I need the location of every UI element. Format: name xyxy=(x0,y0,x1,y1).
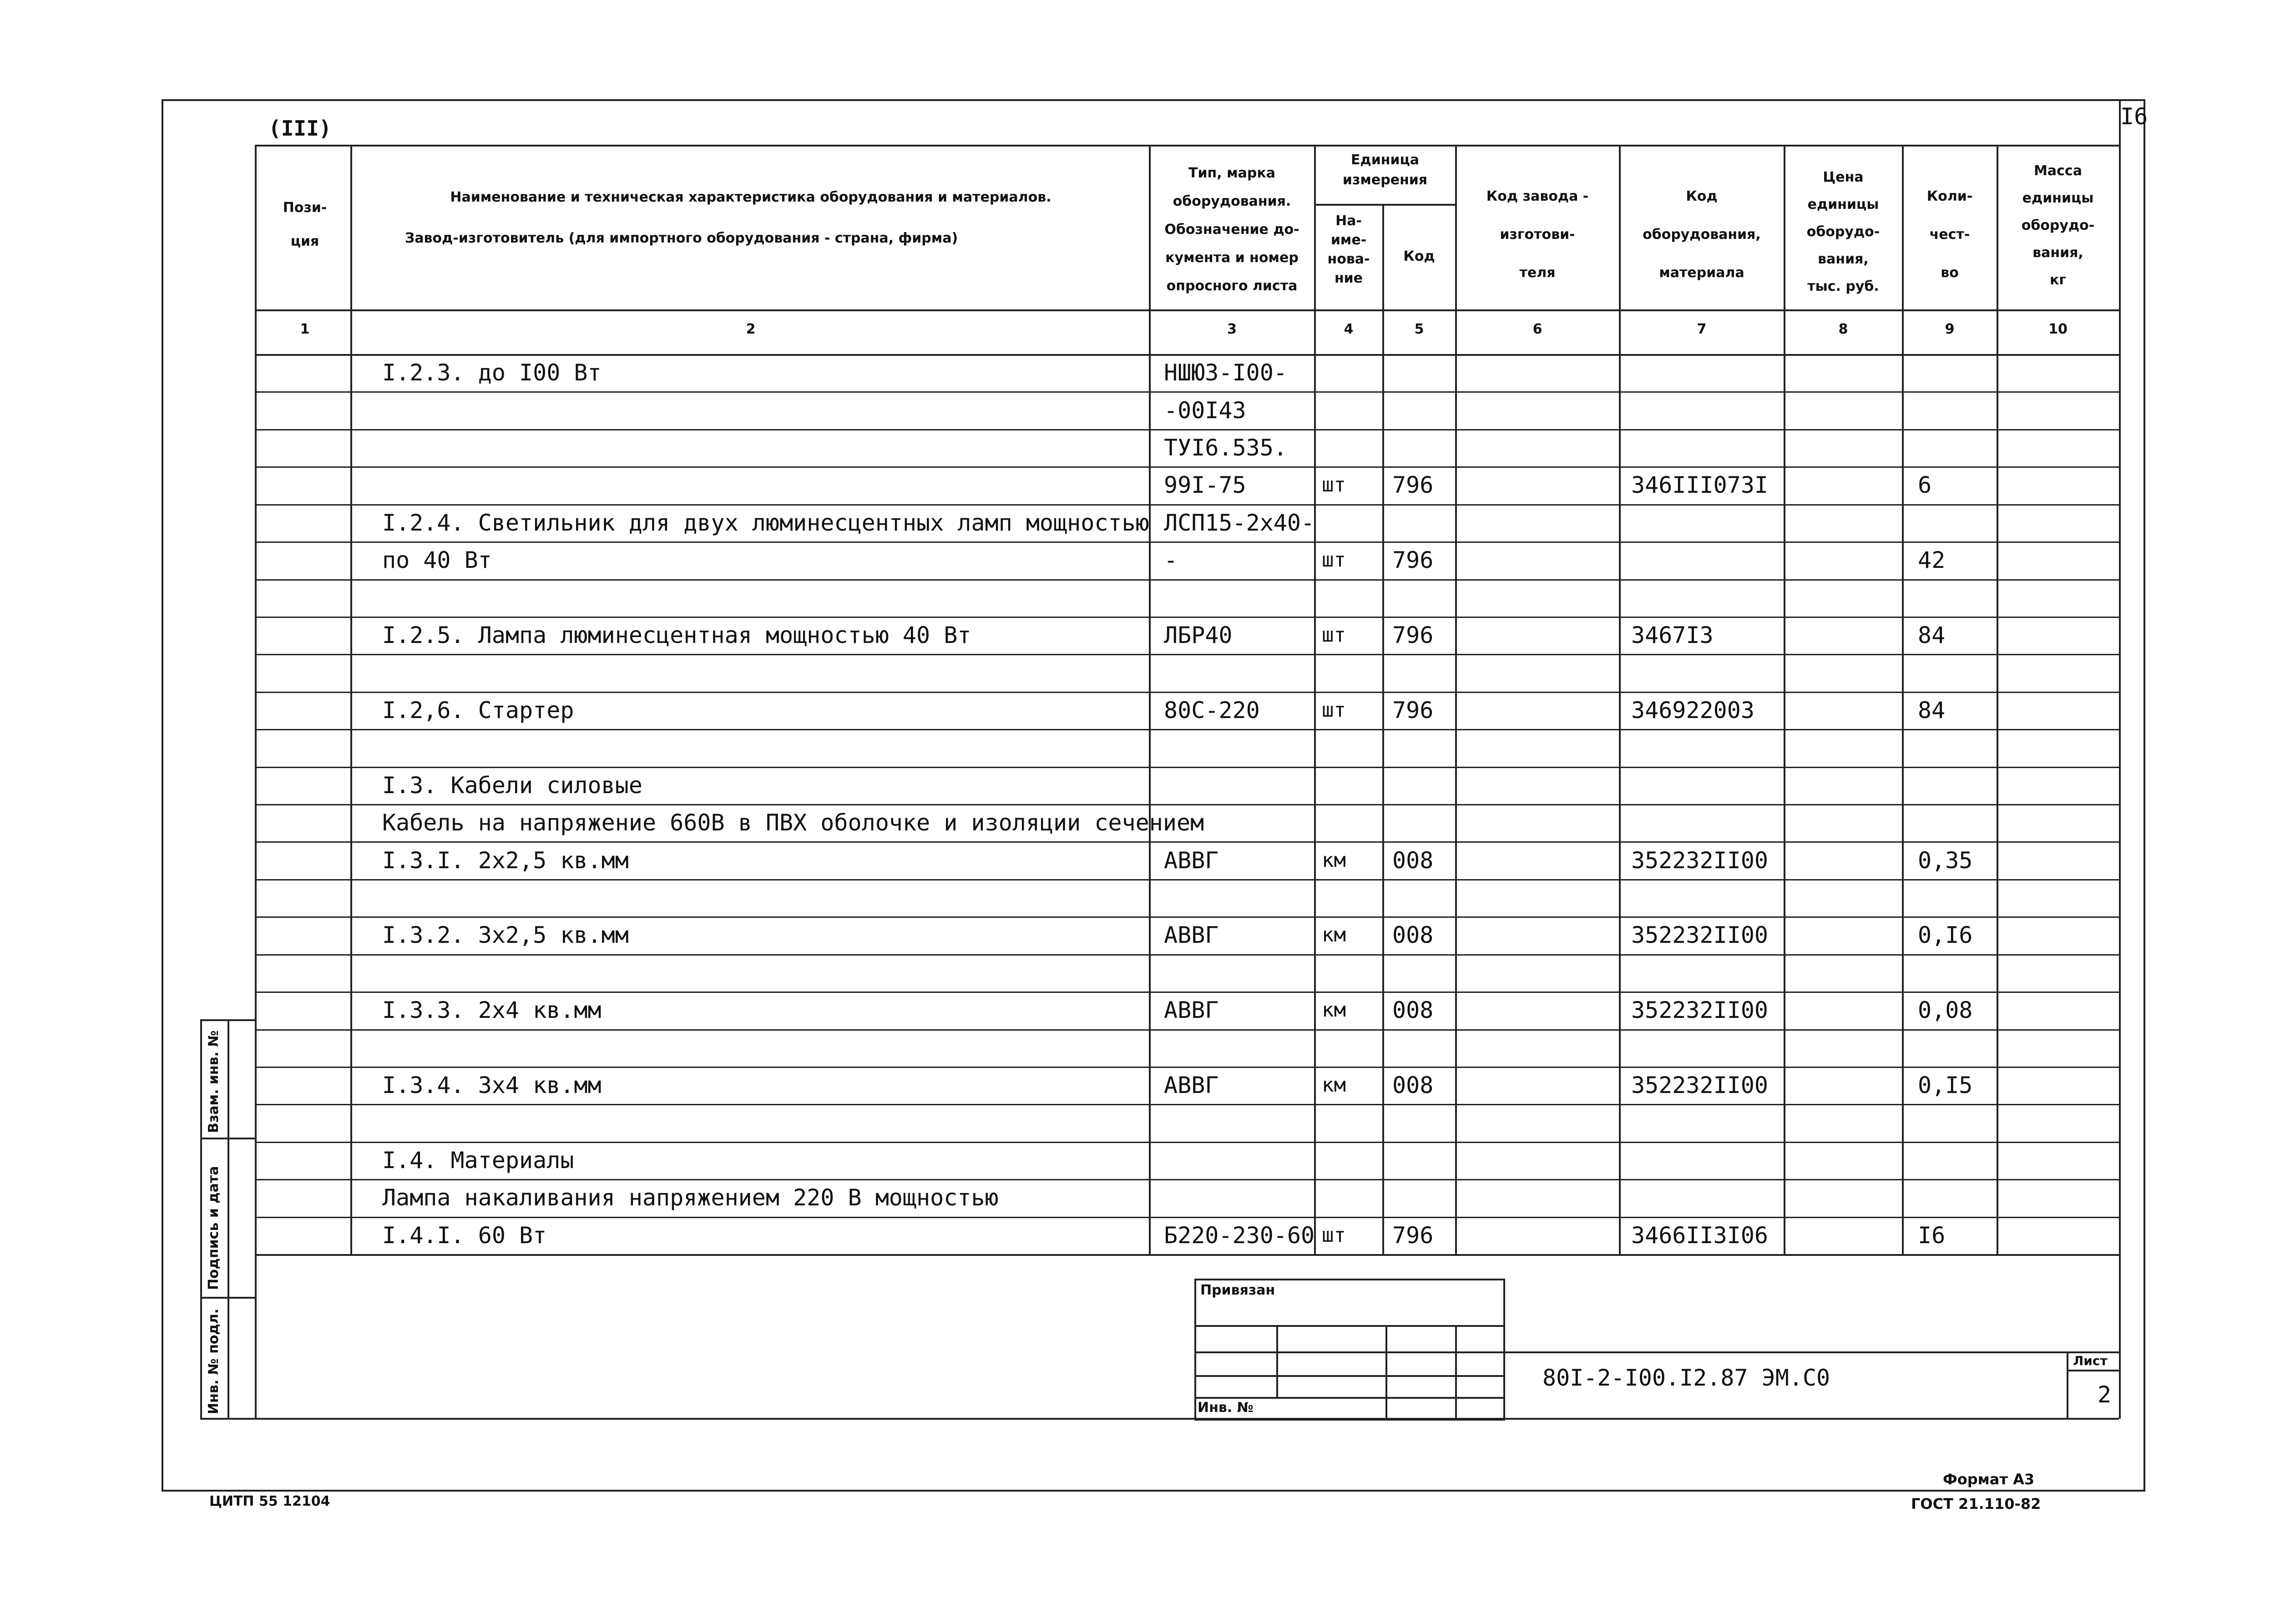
row-cell-unit: шт xyxy=(1322,473,1346,496)
col-line-7 xyxy=(1784,145,1785,1255)
row-divider xyxy=(255,767,2120,768)
row-cell-name: I.2,6. Стартер xyxy=(382,697,574,723)
list-number: 2 xyxy=(2098,1381,2112,1408)
row-cell-name: I.3.4. 3х4 кв.мм xyxy=(382,1072,602,1098)
row-cell-code: 796 xyxy=(1392,697,1434,723)
stamp-vline-2 xyxy=(1385,1325,1387,1420)
row-divider xyxy=(255,1029,2120,1031)
row-divider xyxy=(255,1142,2120,1143)
row-divider xyxy=(255,1067,2120,1068)
row-cell-name: I.3. Кабели силовые xyxy=(382,772,642,799)
row-cell-type: АВВГ xyxy=(1164,1072,1219,1098)
col-line-8 xyxy=(1902,145,1904,1255)
colnum-6: 6 xyxy=(1532,321,1542,337)
row-cell-unit: км xyxy=(1322,1073,1346,1097)
colnum-7: 7 xyxy=(1697,321,1707,337)
row-divider xyxy=(255,1217,2120,1218)
row-cell-qty: 0,I6 xyxy=(1918,922,1973,948)
stamp-vline-3 xyxy=(1455,1325,1457,1420)
table-bottom-line xyxy=(255,1254,2120,1256)
col-line-9 xyxy=(1997,145,1998,1255)
row-cell-unit: км xyxy=(1322,849,1346,872)
row-cell-name: I.3.I. 2х2,5 кв.мм xyxy=(382,847,629,874)
row-cell-eqcode: 352232II00 xyxy=(1631,847,1769,874)
header-bottom-line xyxy=(255,309,2120,311)
row-cell-eqcode: 352232II00 xyxy=(1631,1072,1769,1098)
row-cell-code: 796 xyxy=(1392,547,1434,573)
frame-right-inner xyxy=(2119,99,2121,1419)
row-cell-qty: 0,08 xyxy=(1918,997,1973,1023)
row-cell-type: ЛБР40 xyxy=(1164,622,1233,648)
side-label-inv-podl: Инв. № подл. xyxy=(206,1308,222,1414)
row-cell-qty: 42 xyxy=(1918,547,1946,573)
col-line-3 xyxy=(1314,145,1316,1255)
row-cell-unit: км xyxy=(1322,998,1346,1022)
header-col7: Код оборудования, материала xyxy=(1643,188,1761,281)
row-divider xyxy=(255,617,2120,618)
colnum-5: 5 xyxy=(1414,321,1424,337)
row-cell-type: НШЮ3-I00- xyxy=(1164,359,1287,386)
row-cell-type: ЛСП15-2х40- xyxy=(1164,510,1315,536)
header-col10: Масса единицы оборудо- вания, кг xyxy=(2021,163,2095,288)
row-cell-type: АВВГ xyxy=(1164,997,1219,1023)
row-cell-eqcode: 352232II00 xyxy=(1631,922,1769,948)
row-divider xyxy=(255,916,2120,918)
row-divider xyxy=(255,1179,2120,1180)
row-cell-code: 796 xyxy=(1392,1222,1434,1249)
footer-format: Формат А3 xyxy=(1943,1471,2035,1488)
colnum-4: 4 xyxy=(1344,321,1354,337)
section-mark: (III) xyxy=(268,116,332,141)
unit-subheader-line xyxy=(1314,204,1455,206)
side-strip-sep1 xyxy=(200,1138,255,1139)
row-cell-qty: I6 xyxy=(1918,1222,1946,1249)
row-divider xyxy=(255,541,2120,543)
row-divider xyxy=(255,391,2120,393)
row-divider xyxy=(255,804,2120,805)
footer-gost: ГОСТ 21.110-82 xyxy=(1911,1495,2041,1513)
list-box-sep xyxy=(2067,1370,2119,1371)
row-cell-eqcode: 346922003 xyxy=(1631,697,1754,723)
side-strip-sep2 xyxy=(200,1297,255,1299)
row-cell-eqcode: 346III073I xyxy=(1631,472,1769,498)
row-divider xyxy=(255,579,2120,581)
row-cell-type: - xyxy=(1164,547,1178,573)
col-line-5 xyxy=(1455,145,1457,1255)
row-cell-eqcode: 352232II00 xyxy=(1631,997,1769,1023)
row-cell-name: I.2.3. до I00 Вт xyxy=(382,359,602,386)
row-cell-name: Лампа накаливания напряжением 220 В мощностью xyxy=(382,1184,999,1211)
side-strip-mid xyxy=(228,1019,229,1420)
stamp-vline-1 xyxy=(1276,1325,1278,1397)
row-cell-name: Кабель на напряжение 660В в ПВХ оболочке и изоляции сечением xyxy=(382,809,1204,836)
row-divider xyxy=(255,879,2120,880)
row-cell-type: АВВГ xyxy=(1164,847,1219,874)
side-label-vzam: Взам. инв. № xyxy=(206,1030,222,1133)
row-cell-code: 008 xyxy=(1392,997,1434,1023)
row-divider xyxy=(255,504,2120,506)
colnum-8: 8 xyxy=(1838,321,1848,337)
row-divider xyxy=(255,692,2120,693)
row-cell-name: I.3.2. 3х2,5 кв.мм xyxy=(382,922,629,948)
side-strip-left xyxy=(200,1019,202,1420)
row-cell-type: 80С-220 xyxy=(1164,697,1260,723)
row-cell-code: 796 xyxy=(1392,472,1434,498)
sheet-corner-number: I6 xyxy=(2120,103,2148,130)
row-divider xyxy=(255,1104,2120,1105)
row-cell-name: I.4. Материалы xyxy=(382,1147,574,1174)
header-col8: Цена единицы оборудо- вания, тыс. руб. xyxy=(1806,169,1880,294)
header-col6: Код завода - изготови- теля xyxy=(1486,188,1589,281)
row-divider xyxy=(255,729,2120,730)
header-col45-group: Единица измерения xyxy=(1342,152,1428,188)
row-divider xyxy=(255,992,2120,993)
header-col1: Пози- ция xyxy=(283,200,327,249)
header-col9: Коли- чест- во xyxy=(1926,188,1973,281)
colnum-1: 1 xyxy=(300,321,310,337)
colnum-10: 10 xyxy=(2048,321,2068,337)
row-divider xyxy=(255,954,2120,956)
row-cell-name: I.2.5. Лампа люминесцентная мощностью 40 Вт xyxy=(382,622,971,648)
row-cell-type: -00I43 xyxy=(1164,397,1246,424)
row-cell-unit: км xyxy=(1322,923,1346,946)
row-divider xyxy=(255,466,2120,468)
row-cell-qty: 6 xyxy=(1918,472,1932,498)
row-divider xyxy=(255,429,2120,430)
frame-top-inner xyxy=(255,145,2120,147)
side-label-podpis: Подпись и дата xyxy=(206,1166,222,1290)
row-cell-eqcode: 3467I3 xyxy=(1631,622,1714,648)
row-cell-unit: шт xyxy=(1322,548,1346,572)
stamp-privyazan: Привязан xyxy=(1200,1282,1275,1298)
footer-left: ЦИТП 55 12104 xyxy=(209,1493,330,1509)
row-cell-unit: шт xyxy=(1322,698,1346,722)
col-line-2 xyxy=(1149,145,1151,1255)
row-cell-eqcode: 3466II3I06 xyxy=(1631,1222,1769,1249)
stamp-line-4 xyxy=(1194,1397,1505,1399)
row-cell-type: АВВГ xyxy=(1164,922,1219,948)
row-cell-qty: 0,35 xyxy=(1918,847,1973,874)
numbers-bottom-line xyxy=(255,354,2120,356)
row-cell-code: 008 xyxy=(1392,922,1434,948)
row-cell-qty: 0,I5 xyxy=(1918,1072,1973,1098)
row-cell-type: 99I-75 xyxy=(1164,472,1246,498)
side-strip-top xyxy=(200,1019,255,1021)
row-cell-type: Б220-230-60 xyxy=(1164,1222,1315,1249)
row-cell-name: I.3.3. 2х4 кв.мм xyxy=(382,997,602,1023)
row-cell-qty: 84 xyxy=(1918,697,1946,723)
row-cell-unit: шт xyxy=(1322,1224,1346,1247)
header-col2-line2: Завод-изготовитель (для импортного оборудования - страна, фирма) xyxy=(405,230,958,246)
stamp-line-2 xyxy=(1194,1351,1505,1353)
stamp-inv: Инв. № xyxy=(1198,1400,1254,1416)
row-cell-type: ТУI6.535. xyxy=(1164,435,1287,461)
colnum-9: 9 xyxy=(1945,321,1955,337)
row-cell-code: 008 xyxy=(1392,1072,1434,1098)
row-cell-qty: 84 xyxy=(1918,622,1946,648)
list-label: Лист xyxy=(2073,1353,2108,1368)
doc-code: 80I-2-I00.I2.87 ЭМ.С0 xyxy=(1542,1365,1830,1391)
header-col5: Код xyxy=(1403,248,1435,264)
row-divider xyxy=(255,841,2120,843)
doc-code-top-line xyxy=(1505,1351,2119,1353)
stamp-line-1 xyxy=(1194,1325,1505,1327)
stamp-line-3 xyxy=(1194,1375,1505,1377)
colnum-2: 2 xyxy=(746,321,756,337)
frame-left-inner xyxy=(255,145,257,1419)
col-line-6 xyxy=(1619,145,1621,1255)
row-cell-unit: шт xyxy=(1322,623,1346,647)
list-box-left xyxy=(2067,1351,2068,1420)
row-cell-name: I.4.I. 60 Вт xyxy=(382,1222,547,1249)
colnum-3: 3 xyxy=(1227,321,1237,337)
row-cell-code: 796 xyxy=(1392,622,1434,648)
row-cell-name: по 40 Вт xyxy=(382,547,492,573)
frame-bottom-inner xyxy=(200,1418,2119,1420)
header-col4: На- име- нова- ние xyxy=(1327,213,1370,286)
header-col3: Тип, марка оборудования. Обозначение до- кумента и номер опросного листа xyxy=(1164,165,1299,294)
row-divider xyxy=(255,654,2120,655)
col-line-1 xyxy=(350,145,352,1255)
row-cell-name: I.2.4. Светильник для двух люминесцентных ламп мощностью xyxy=(382,510,1149,536)
row-cell-code: 008 xyxy=(1392,847,1434,874)
header-col2-line1: Наименование и техническая характеристика оборудования и материалов. xyxy=(450,189,1052,205)
